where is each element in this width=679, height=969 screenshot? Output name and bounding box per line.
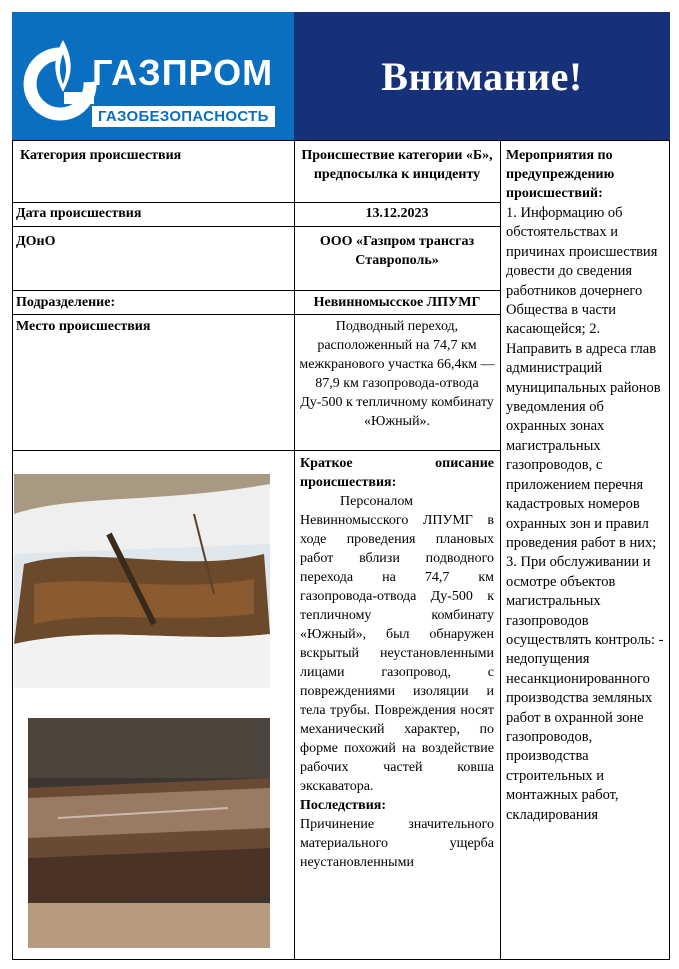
logo-name: ГАЗПРОМ — [92, 52, 274, 93]
place-label: Место происшествия — [16, 319, 151, 334]
gazprom-logo — [12, 12, 294, 140]
consequences-heading: Последствия: — [300, 798, 387, 813]
description-heading: Краткое описание происшествия: — [300, 456, 494, 490]
division-value: Невинномысское ЛПУМГ — [313, 295, 481, 310]
page-title: Внимание! — [381, 53, 583, 99]
category-label: Категория происшествия — [20, 148, 182, 163]
date-label: Дата происшествия — [16, 206, 142, 221]
category-value: Происшествие категории «Б», предпосылка к инциденту — [301, 148, 493, 182]
logo-subtitle: ГАЗОБЕЗОПАСНОСТЬ — [92, 106, 275, 127]
date-value: 13.12.2023 — [365, 206, 429, 221]
snow-site-photo-image — [14, 474, 270, 688]
consequences-text: Причинение значительного материального ущерба неустановленными — [300, 817, 494, 870]
dono-label: ДОнО — [16, 234, 56, 249]
damaged-pipe-photo — [28, 718, 270, 948]
header — [12, 12, 670, 140]
measures-heading: Мероприятия по предупреждению происшествий: — [506, 148, 615, 201]
division-label: Подразделение: — [16, 295, 116, 310]
damaged-pipe-photo-image — [28, 718, 270, 948]
description-text: Персоналом Невинномысского ЛПУМГ в ходе проведения плановых работ вблизи подводного перехода на 74,7 км газопровода-отвода Ду-500 к тепличному комбинату «Южный», был обнаружен вскрытый неустановленными лицами газопровод, с повреждениями изоляции и тела трубы. Повреждения носят механический характер, по форме похожий на воздействие рабочих частей ковша экскаватора. — [300, 494, 494, 794]
description-block — [300, 454, 494, 872]
title-banner — [294, 12, 670, 140]
snow-site-photo — [14, 474, 270, 688]
dono-value: ООО «Газпром трансгаз Ставрополь» — [319, 234, 475, 268]
incident-table — [12, 140, 670, 960]
place-value: Подводный переход, расположенный на 74,7 км межкранового участка 66,4км — 87,9 км газопровода-отвода Ду-500 к тепличному комбинату «Южный». — [299, 319, 495, 429]
measures-text: 1. Информацию об обстоятельствах и причинах происшествия довести до сведения работников дочернего Общества в части касающейся; 2. Направить в адреса глав администраций муниципальных районов уведомления об охранных зонах магистральных газопроводов, с приложением перечня кадастровых номеров охранных зон и правил проведения работ в них; 3. При обслуживании и осмотре объектов магистральных газопроводов осуществлять контроль: - недопущения несанкционированного производства земляных работ в охранной зоне газопроводов, производства строительных и монтажных работ, складирования — [506, 205, 664, 823]
